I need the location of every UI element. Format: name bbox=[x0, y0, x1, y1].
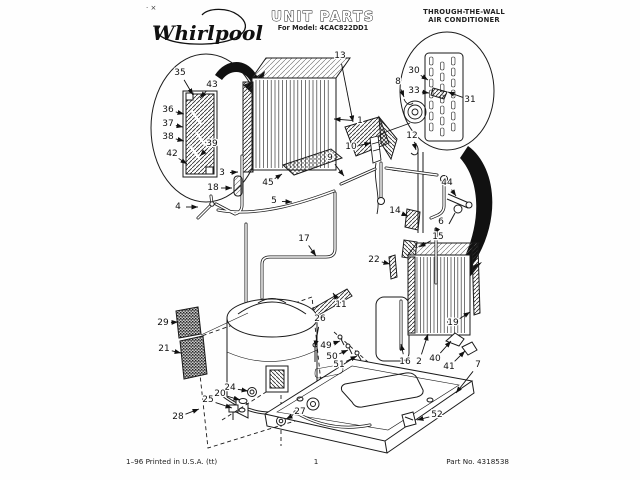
part-number-9: 9 bbox=[327, 153, 333, 163]
part-number-1: 1 bbox=[357, 116, 363, 126]
part-number-2: 2 bbox=[416, 357, 422, 367]
part-number-16: 16 bbox=[399, 357, 411, 367]
base-pan bbox=[265, 333, 477, 453]
part-number-11: 11 bbox=[335, 300, 347, 310]
part-number-40: 40 bbox=[429, 354, 441, 364]
part-number-31: 31 bbox=[464, 95, 476, 105]
callout-2 bbox=[416, 334, 428, 367]
part-number-10: 10 bbox=[345, 142, 357, 152]
model-line: For Model: 4CAC822DD1 bbox=[277, 24, 369, 32]
footer-page-number: 1 bbox=[313, 457, 319, 466]
condenser-side-strip bbox=[472, 245, 480, 315]
product-name-line1: THROUGH-THE-WALL bbox=[423, 8, 505, 16]
page-title: UNIT PARTS bbox=[270, 9, 376, 25]
callout-49 bbox=[320, 341, 340, 351]
part-number-7: 7 bbox=[475, 360, 481, 370]
seal-strip bbox=[389, 255, 397, 279]
part-number-37: 37 bbox=[162, 119, 174, 129]
footer-print-info: 1–96 Printed in U.S.A. (tt) bbox=[126, 457, 218, 466]
callout-37 bbox=[162, 119, 183, 129]
part-number-52: 52 bbox=[431, 410, 443, 420]
support-frame bbox=[392, 150, 472, 233]
part-number-19: 19 bbox=[447, 318, 459, 328]
part-number-49: 49 bbox=[320, 341, 332, 351]
callout-41 bbox=[443, 351, 465, 372]
part-number-5: 5 bbox=[271, 196, 277, 206]
callout-45 bbox=[262, 174, 282, 188]
callout-40 bbox=[429, 341, 451, 364]
callout-7 bbox=[456, 360, 481, 393]
part-number-36: 36 bbox=[162, 105, 174, 115]
part-number-12: 12 bbox=[406, 131, 418, 141]
logo-wordmark: Whirlpool bbox=[152, 21, 263, 45]
part-number-38: 38 bbox=[162, 132, 174, 142]
callout-1 bbox=[334, 116, 363, 126]
callout-4 bbox=[175, 202, 198, 212]
part-number-3: 3 bbox=[219, 168, 225, 178]
grommet bbox=[248, 388, 257, 397]
part-number-26: 26 bbox=[314, 314, 326, 324]
part-number-43: 43 bbox=[206, 80, 218, 90]
part-number-15: 15 bbox=[432, 232, 444, 242]
callout-18 bbox=[207, 183, 232, 193]
part-number-8: 8 bbox=[395, 77, 401, 87]
callout-36 bbox=[162, 105, 184, 115]
part-number-14: 14 bbox=[389, 206, 401, 216]
foam-filters bbox=[176, 307, 248, 379]
part-number-18: 18 bbox=[207, 183, 219, 193]
part-number-6: 6 bbox=[438, 217, 444, 227]
callout-28 bbox=[172, 409, 199, 422]
corner-marks: · × bbox=[146, 4, 157, 12]
part-number-51: 51 bbox=[333, 360, 345, 370]
part-number-41: 41 bbox=[443, 362, 455, 372]
part-number-33: 33 bbox=[408, 86, 420, 96]
callout-17 bbox=[298, 234, 316, 256]
part-number-25: 25 bbox=[202, 395, 214, 405]
bracket-41 bbox=[462, 342, 477, 355]
callout-14 bbox=[389, 206, 408, 216]
part-number-13: 13 bbox=[334, 51, 346, 61]
part-number-17: 17 bbox=[298, 234, 310, 244]
callout-38 bbox=[162, 132, 184, 142]
strainer bbox=[234, 176, 242, 196]
part-number-28: 28 bbox=[172, 412, 184, 422]
stud-screws bbox=[338, 335, 361, 360]
callout-21 bbox=[158, 344, 181, 354]
part-number-4: 4 bbox=[175, 202, 181, 212]
callout-24 bbox=[224, 383, 248, 393]
duct-panel bbox=[376, 297, 409, 361]
part-number-30: 30 bbox=[408, 66, 420, 76]
part-number-50: 50 bbox=[326, 352, 338, 362]
whirlpool-logo bbox=[152, 9, 263, 45]
part-number-42: 42 bbox=[166, 149, 178, 159]
part-number-35: 35 bbox=[174, 68, 186, 78]
part-number-24: 24 bbox=[224, 383, 236, 393]
part-number-21: 21 bbox=[158, 344, 170, 354]
callout-22 bbox=[368, 255, 390, 265]
part-number-22: 22 bbox=[368, 255, 380, 265]
sleeve bbox=[239, 399, 247, 404]
part-number-29: 29 bbox=[157, 318, 169, 328]
footer-part-number: Part No. 4318538 bbox=[446, 457, 509, 466]
callout-12 bbox=[406, 131, 417, 150]
part-number-45: 45 bbox=[262, 178, 274, 188]
part-number-44: 44 bbox=[441, 178, 453, 188]
callout-29 bbox=[157, 318, 178, 328]
product-name-line2: AIR CONDITIONER bbox=[428, 16, 500, 24]
condenser-coil bbox=[408, 243, 480, 335]
part-number-27: 27 bbox=[294, 407, 306, 417]
part-number-39: 39 bbox=[206, 139, 218, 149]
drain-clip bbox=[402, 412, 416, 427]
part-number-20: 20 bbox=[214, 389, 226, 399]
evaporator-coil bbox=[243, 58, 350, 175]
